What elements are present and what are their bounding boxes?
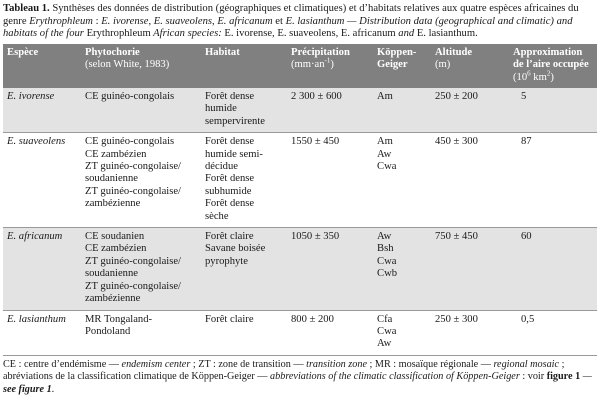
cell-altitude-value: 450 ± 300 — [435, 136, 478, 148]
cell-altitude-value: 250 ± 300 — [435, 313, 478, 325]
cell-habitat — [201, 88, 287, 133]
caption-english: and — [395, 28, 417, 40]
cell-habitat-line: humide — [205, 103, 237, 115]
caption-species: E. africanum — [340, 28, 396, 40]
caption-text: Synthèses des données de distribution (géographiques et climatiques) et d’habitats relatives aux quatre espèces africaines du genre — [3, 3, 579, 27]
cell-species — [3, 88, 81, 133]
cell-phytochorie-line: CE zambézien — [85, 148, 147, 160]
cell-area — [509, 310, 597, 355]
cell-koppen — [373, 228, 431, 310]
cell-koppen-line: Aw — [377, 231, 392, 243]
cell-precipitation — [287, 133, 373, 228]
cell-phytochorie-line: ZT guinéo-congolaise/ — [85, 161, 182, 173]
cell-species — [3, 133, 81, 228]
caption-species: E. lasianthum — [416, 28, 476, 40]
cell-phytochorie — [81, 228, 201, 310]
cell-precipitation-value: 800 ± 200 — [291, 313, 334, 325]
cell-koppen-line: Am — [377, 91, 393, 102]
cell-precipitation-value: 1550 ± 450 — [291, 136, 340, 148]
cell-area — [509, 133, 597, 228]
cell-phytochorie-line: ZT guinéo-congolaise/ — [85, 280, 182, 292]
cell-koppen-line: Aw — [377, 148, 392, 160]
table-footnote: CE : centre d’endémisme — endemism center ; ZT : zone de transition — transition zone ; MR : mosaïque régionale — regional mosaic ; abréviations de la classification climatique de Köppen-Geiger — abbreviations of the climatic classification of Köppen-Geiger : voir figure 1 — see figure 1. — [3, 358, 592, 395]
cell-species — [3, 228, 81, 310]
caption-english: , — [272, 28, 278, 40]
cell-species-value: E. lasianthum — [7, 313, 66, 325]
table-row — [3, 88, 597, 133]
cell-habitat — [201, 133, 287, 228]
cell-koppen-line: Am — [377, 136, 393, 148]
cell-koppen — [373, 133, 431, 228]
cell-area-value: 5 — [521, 91, 527, 102]
cell-phytochorie-line: zambézienne — [85, 293, 141, 305]
caption-text: , — [212, 15, 218, 27]
cell-phytochorie — [81, 133, 201, 228]
cell-phytochorie-line: Pondoland — [85, 325, 131, 337]
caption-species: E. suaveolens — [153, 15, 213, 27]
cell-species-value: E. ivorense — [7, 91, 55, 102]
cell-koppen-line: Aw — [377, 338, 392, 350]
cell-habitat — [201, 310, 287, 355]
table-header-row — [3, 44, 597, 88]
caption-species: E. africanum — [217, 15, 273, 27]
cell-phytochorie — [81, 88, 201, 133]
caption-english: , — [335, 28, 341, 40]
caption-genus: Erythrophleum — [86, 28, 151, 40]
table-row — [3, 310, 597, 355]
cell-phytochorie-line: ZT guinéo-congolaise/ — [85, 255, 182, 267]
cell-habitat-line: subhumide — [205, 185, 252, 197]
cell-habitat-line: Forêt dense — [205, 173, 255, 185]
cell-habitat-line: Forêt claire — [205, 231, 254, 243]
cell-koppen-line: Cwa — [377, 161, 397, 173]
caption-text: : — [92, 15, 102, 27]
table-caption — [3, 3, 597, 41]
cell-habitat-line: Forêt claire — [205, 313, 254, 325]
cell-phytochorie-line: MR Tongaland- — [85, 313, 153, 325]
cell-habitat-line: sèche — [205, 210, 229, 222]
header-habitat: Habitat — [205, 46, 240, 58]
cell-habitat-line: Savane boisée — [205, 243, 266, 255]
caption-text: . — [475, 28, 478, 40]
cell-phytochorie-line: soudanienne — [85, 268, 138, 280]
cell-phytochorie-line: CE guinéo-congolais — [85, 136, 175, 148]
cell-habitat-line: pyrophyte — [205, 255, 248, 267]
cell-area-value: 87 — [521, 136, 532, 148]
caption-label: Tableau 1. — [3, 3, 50, 14]
cell-koppen-line: Cwb — [377, 268, 398, 280]
cell-precipitation — [287, 310, 373, 355]
cell-habitat-line: Forêt dense — [205, 136, 255, 148]
header-aire: Approximation de l’aire occupée ($10^6$ $km^2$) — [513, 46, 589, 83]
cell-phytochorie-line: soudanienne — [85, 173, 138, 185]
cell-habitat — [201, 228, 287, 310]
header-phytochorie: Phytochorie (selon White, 1983) — [85, 46, 170, 71]
cell-phytochorie-line: CE soudanien — [85, 231, 145, 243]
cell-phytochorie-line: ZT guinéo-congolaise/ — [85, 185, 182, 197]
cell-altitude-value: 750 ± 450 — [435, 231, 478, 243]
cell-habitat-line: Forêt dense — [205, 91, 255, 102]
cell-altitude — [431, 88, 509, 133]
cell-koppen-line: Cwa — [377, 255, 397, 267]
cell-habitat-line: décidue — [205, 161, 238, 173]
cell-area-value: 60 — [521, 231, 532, 243]
cell-precipitation-value: 2 300 ± 600 — [291, 91, 342, 102]
cell-area — [509, 228, 597, 310]
cell-phytochorie-line: zambézienne — [85, 198, 141, 210]
caption-species: E. ivorense — [224, 28, 273, 40]
cell-habitat-line: humide semi- — [205, 148, 263, 160]
caption-species: E. lasianthum — [285, 15, 345, 27]
cell-habitat-line: Forêt dense — [205, 198, 255, 210]
table-row — [3, 228, 597, 310]
cell-phytochorie — [81, 310, 201, 355]
cell-precipitation — [287, 228, 373, 310]
caption-text: et — [272, 15, 286, 27]
caption-text: , — [148, 15, 154, 27]
header-altitude: Altitude (m) — [435, 46, 473, 71]
header-precipitation: Précipitation $(mm\cdot an^{-1})$ — [291, 46, 350, 71]
cell-altitude — [431, 133, 509, 228]
caption-genus: Erythrophleum — [29, 15, 93, 27]
cell-koppen — [373, 310, 431, 355]
cell-koppen — [373, 88, 431, 133]
cell-altitude-value: 250 ± 200 — [435, 91, 478, 102]
cell-species — [3, 310, 81, 355]
cell-altitude — [431, 310, 509, 355]
cell-area-value: 0,5 — [521, 313, 535, 325]
caption-english: African species: — [150, 28, 225, 40]
caption-english: — Distribution data (geographical and climatic) and habitats of the four — [3, 15, 573, 40]
header-koppen: Köppen- Geiger — [377, 46, 417, 71]
caption-species: E. ivorense — [101, 15, 149, 27]
header-espece: Espèce — [7, 46, 39, 58]
caption-species: E. suaveolens — [277, 28, 336, 40]
cell-precipitation — [287, 88, 373, 133]
cell-koppen-line: Bsh — [377, 243, 394, 255]
table-row — [3, 133, 597, 228]
species-data-table — [3, 44, 597, 356]
cell-altitude — [431, 228, 509, 310]
cell-species-value: E. africanum — [7, 231, 63, 243]
cell-habitat-line: sempervirente — [205, 115, 266, 127]
cell-area — [509, 88, 597, 133]
cell-phytochorie-line: CE guinéo-congolais — [85, 91, 175, 102]
cell-koppen-line: Cwa — [377, 325, 397, 337]
cell-phytochorie-line: CE zambézien — [85, 243, 147, 255]
cell-species-value: E. suaveolens — [7, 136, 66, 148]
cell-koppen-line: Cfa — [377, 313, 393, 325]
cell-precipitation-value: 1050 ± 350 — [291, 231, 340, 243]
